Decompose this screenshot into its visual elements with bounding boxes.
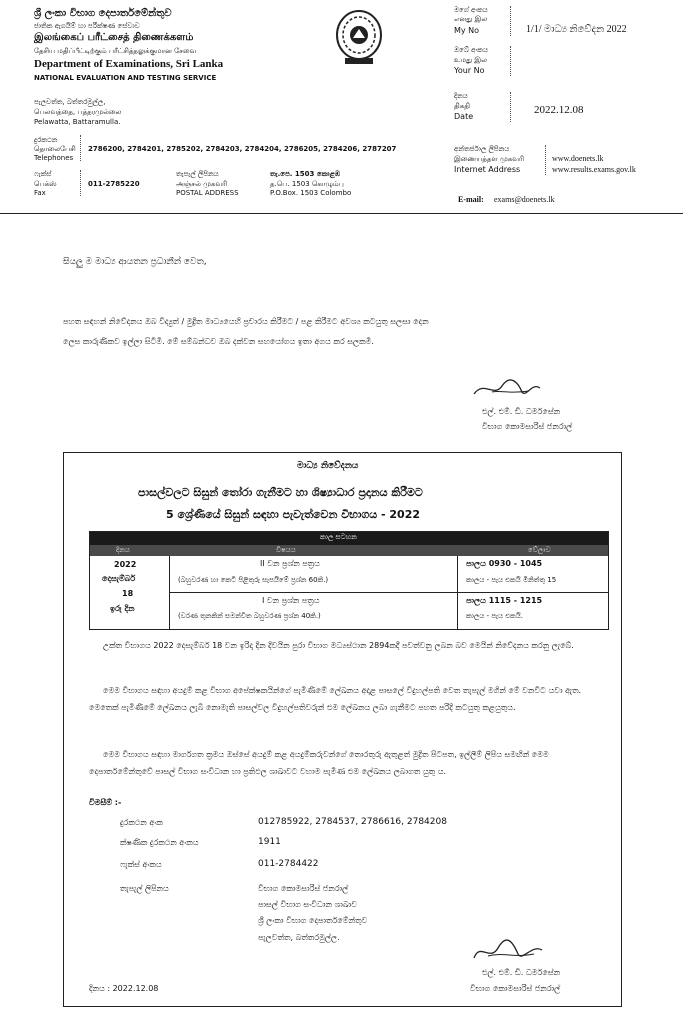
inquiry-fax-value: 011-2784422 xyxy=(258,859,319,869)
service-name-english: NATIONAL EVALUATION AND TESTING SERVICE xyxy=(34,74,217,82)
timetable-caption: කාල සටහන xyxy=(320,533,357,541)
address-sinhala: පැලවත්ත, බත්තරමුල්ල, xyxy=(34,98,106,106)
notice-title-line1: පාසල්වලට සිසුන් තෝරා ගැනීමට හා ශිෂ්‍යාධාර ප්‍රදානය කිරීමට xyxy=(138,486,423,499)
internet-label-english: Internet Address xyxy=(454,165,521,174)
your-no-label-english: Your No xyxy=(454,66,485,75)
dept-name-tamil: இலங்கைப் பரீட்சைத் திணைக்களம் xyxy=(34,32,194,43)
postal-label-english: POSTAL ADDRESS xyxy=(176,189,239,197)
inquiry-hotline-label: ක්ෂණික දුරකථන අංකය xyxy=(120,838,199,847)
dept-name-sinhala: ශ්‍රී ලංකා විභාග දෙපාර්තමේන්තුව xyxy=(34,8,172,19)
notice-paragraph-2: මෙම විභාගය සඳහා අයදුම් කළ විභාග අපේක්ෂකයින්ගේ පැමිණීමේ ලේඛනය අදාළ පාසලේ විදුහල්පති වෙත තැපැල් මගින් මේ වනවිට යවා ඇත. මෙතෙක් පැමිණීමේ ලේඛනය ලැබී නොමැති පාසල්වල විදුහල්පතිවරුන් එම ලේඛනය ලබා ගැනීමට පහත පරිදි කටයුතු කළයුතුය. xyxy=(89,686,582,712)
inquiry-postal-line4: පැලවත්ත, බත්තරමුල්ල. xyxy=(258,933,340,942)
fax-label-sinhala: ෆැක්ස් xyxy=(34,170,52,178)
phone-numbers: 2786200, 2784201, 2785202, 2784203, 2784204, 2786205, 2784206, 2787207 xyxy=(88,145,397,153)
paper1-time: පාලය 1115 - 1215 xyxy=(466,596,543,605)
notice-signature-icon xyxy=(468,938,548,966)
inquiry-fax-label: ෆැක්ස් අංකය xyxy=(120,860,162,869)
letter-signer-name: එල්. එම්. ඩී. ධර්මසේන xyxy=(482,407,561,416)
website-link-results[interactable]: www.results.exams.gov.lk xyxy=(552,165,636,174)
notice-signer-name: එල්. එම්. ඩී. ධර්මසේන xyxy=(482,968,561,977)
paper1-title: I වන ප්‍රශ්න පත්‍රය xyxy=(262,596,320,605)
letter-body-line2: ලෙස කාරුණිකව ඉල්ලා සිටිමි. මේ සම්බන්ධව ඔබ දක්වන සහයෝගය ඉතා අගය කර සලකමි. xyxy=(63,337,374,346)
paper2-title: II වන ප්‍රශ්න පත්‍රය xyxy=(260,559,320,568)
signature-icon xyxy=(470,378,545,402)
exam-date-day: 18 xyxy=(122,589,134,598)
internet-label-tamil: இணையத்தள முகவரி xyxy=(454,155,524,163)
inquiry-postal-line3: ශ්‍රී ලංකා විභාග දෙපාර්තමේන්තුව xyxy=(258,916,368,925)
paper1-duration: කාලය - පැය එකයි. xyxy=(466,612,523,620)
date-label-english: Date xyxy=(454,112,474,121)
postal-label-sinhala: තැපැල් ලිපිනය xyxy=(176,170,219,178)
phone-label-tamil: தொலைபேசி xyxy=(34,145,76,153)
notice-title-line2: 5 ශ්‍රේණියේ සිසුන් සඳහා පැවැත්වෙන විභාගය - 2022 xyxy=(166,508,421,521)
email-label: E-mail: xyxy=(458,195,484,204)
notice-paragraph-3: මෙම විභාගය සඳහා මාර්ගගත ක්‍රමය ඔස්සේ අයදුම් කළ අයදුම්කරුවන්ගේ තොරතුරු ඇතුළත් මුද්‍රිත පිටපත, ඉල්ලීම් ලිපිය සමඟින් මෙම දෙපාර්තමේන්තුවේ පාසල් විභාග සංවිධාන හා ප්‍රතිඵල ශාඛාවට වහාම පැමිණ එම ලේඛනය ලබාගත යුතු ය. xyxy=(89,750,549,776)
fax-label-tamil: பெக்ஸ் xyxy=(34,180,57,188)
inquiry-hotline-value: 1911 xyxy=(258,837,281,847)
my-no-label-tamil: எனது இல xyxy=(454,15,488,23)
letterhead-divider xyxy=(0,213,683,214)
paper1-description: (වරණ තුනකින් සමන්විත බහුවරණ ප්‍රශ්න 40කි.) xyxy=(178,612,321,620)
phone-label-sinhala: දුරකථන xyxy=(34,136,58,144)
po-box-tamil: த.பெ. 1503 கொழும்பு xyxy=(270,180,344,188)
notice-heading: මාධ්‍ය නිවේදනය xyxy=(297,461,359,471)
dept-name-english: Department of Examinations, Sri Lanka xyxy=(34,58,224,70)
inquiry-postal-line2: පාසල් විභාග සංවිධාන ශාඛාව xyxy=(258,900,357,909)
my-no-label-english: My No xyxy=(454,26,480,35)
col-header-paper: විෂයය xyxy=(276,546,296,554)
my-no-label-sinhala: මගේ අංකය xyxy=(454,6,488,14)
inquiry-postal-line1: විභාග කොමසාරිස් ජනරාල් xyxy=(258,884,349,893)
service-name-sinhala: ජාතික ඇගයීම් හා පරීක්ෂණ සේවාව xyxy=(34,22,140,30)
email-link[interactable]: exams@doenets.lk xyxy=(494,195,555,204)
date-value: 2022.12.08 xyxy=(534,104,584,116)
letter-body-line1: පහත සඳහන් නිවේදනය ඔබ විද්‍යුත් / මුද්‍රිත මාධ්‍යයෙහි ප්‍රචාරය කිරීමට / පළ කිරීමට අවශ්‍ය කටයුතු සලසා දෙන xyxy=(63,317,429,326)
paper2-time: පාලය 0930 - 1045 xyxy=(466,559,543,568)
timetable xyxy=(89,531,609,630)
paper2-duration: කාලය - පැය එකයි මිනිත්තු 15 xyxy=(466,576,557,584)
your-no-label-tamil: உமது இல xyxy=(454,56,487,64)
exam-date-weekday: ඉරු දින xyxy=(110,604,135,613)
date-label-tamil: திகதி xyxy=(454,102,470,110)
fax-label-english: Fax xyxy=(34,189,46,197)
sri-lanka-emblem-icon xyxy=(335,8,383,66)
notice-date: දිනය : 2022.12.08 xyxy=(89,984,159,993)
date-label-sinhala: දිනය xyxy=(454,92,468,100)
service-name-tamil: தேசிய மதிப்பீட்டிற்கும் பரீட்சித்தலுக்குமான சேவை xyxy=(34,47,197,55)
inquiry-postal-label: තැපැල් ලිපිනය xyxy=(120,884,169,893)
address-english: Pelawatta, Battaramulla. xyxy=(34,118,121,126)
inquiries-label: විමසීම් :- xyxy=(89,798,122,807)
po-box-sinhala: තැ.පෙ. 1503 කොළඹ xyxy=(270,170,341,178)
address-tamil: பெலவத்தை, பத்தரமுல்லை xyxy=(34,108,122,116)
your-no-label-sinhala: ඔබේ අංකය xyxy=(454,46,488,54)
letter-signer-title: විභාග කොමසාරිස් ජනරාල් xyxy=(482,422,573,431)
exam-date-year: 2022 xyxy=(114,560,137,569)
inquiry-phone-label: දුරකථන අංක xyxy=(120,818,163,827)
postal-label-tamil: அஞ்சல் முகவரி xyxy=(176,180,228,188)
phone-label-english: Telephones xyxy=(34,154,74,162)
fax-number: 011-2785220 xyxy=(88,180,140,188)
notice-paragraph-1: උක්ත විභාගය 2022 දෙසැම්බර් 18 වන ඉරිදා දින දිවයින පුරා විභාග මධ්‍යස්ථාන 2894කදී පවත්වනු ලබන බව මෙයින් නිවේදනය කරනු ලැබේ. xyxy=(103,641,574,650)
my-no-value: 1/1/ මාධ්‍ය නිවේදන 2022 xyxy=(526,24,627,35)
po-box-english: P.O.Box. 1503 Colombo xyxy=(270,189,352,197)
addressee: සියලු ම මාධ්‍ය ආයතන ප්‍රධානීන් වෙත, xyxy=(63,257,207,267)
notice-signer-title: විභාග කොමසාරිස් ජනරාල් xyxy=(470,984,561,993)
internet-label-sinhala: අන්තර්ජාල ලිපිනය xyxy=(454,145,510,153)
col-header-date: දිනය xyxy=(116,546,130,554)
website-link-doenets[interactable]: www.doenets.lk xyxy=(552,154,604,163)
paper2-description: (බහුවරණ හා කෙටි පිළිතුරු සැපයීමේ ප්‍රශ්න 60කි.) xyxy=(178,576,329,584)
inquiry-phone-value: 012785922, 2784537, 2786616, 2784208 xyxy=(258,817,447,827)
col-header-time: වේලාව xyxy=(528,546,551,554)
exam-date-month: දෙසැම්බර් xyxy=(102,574,136,583)
